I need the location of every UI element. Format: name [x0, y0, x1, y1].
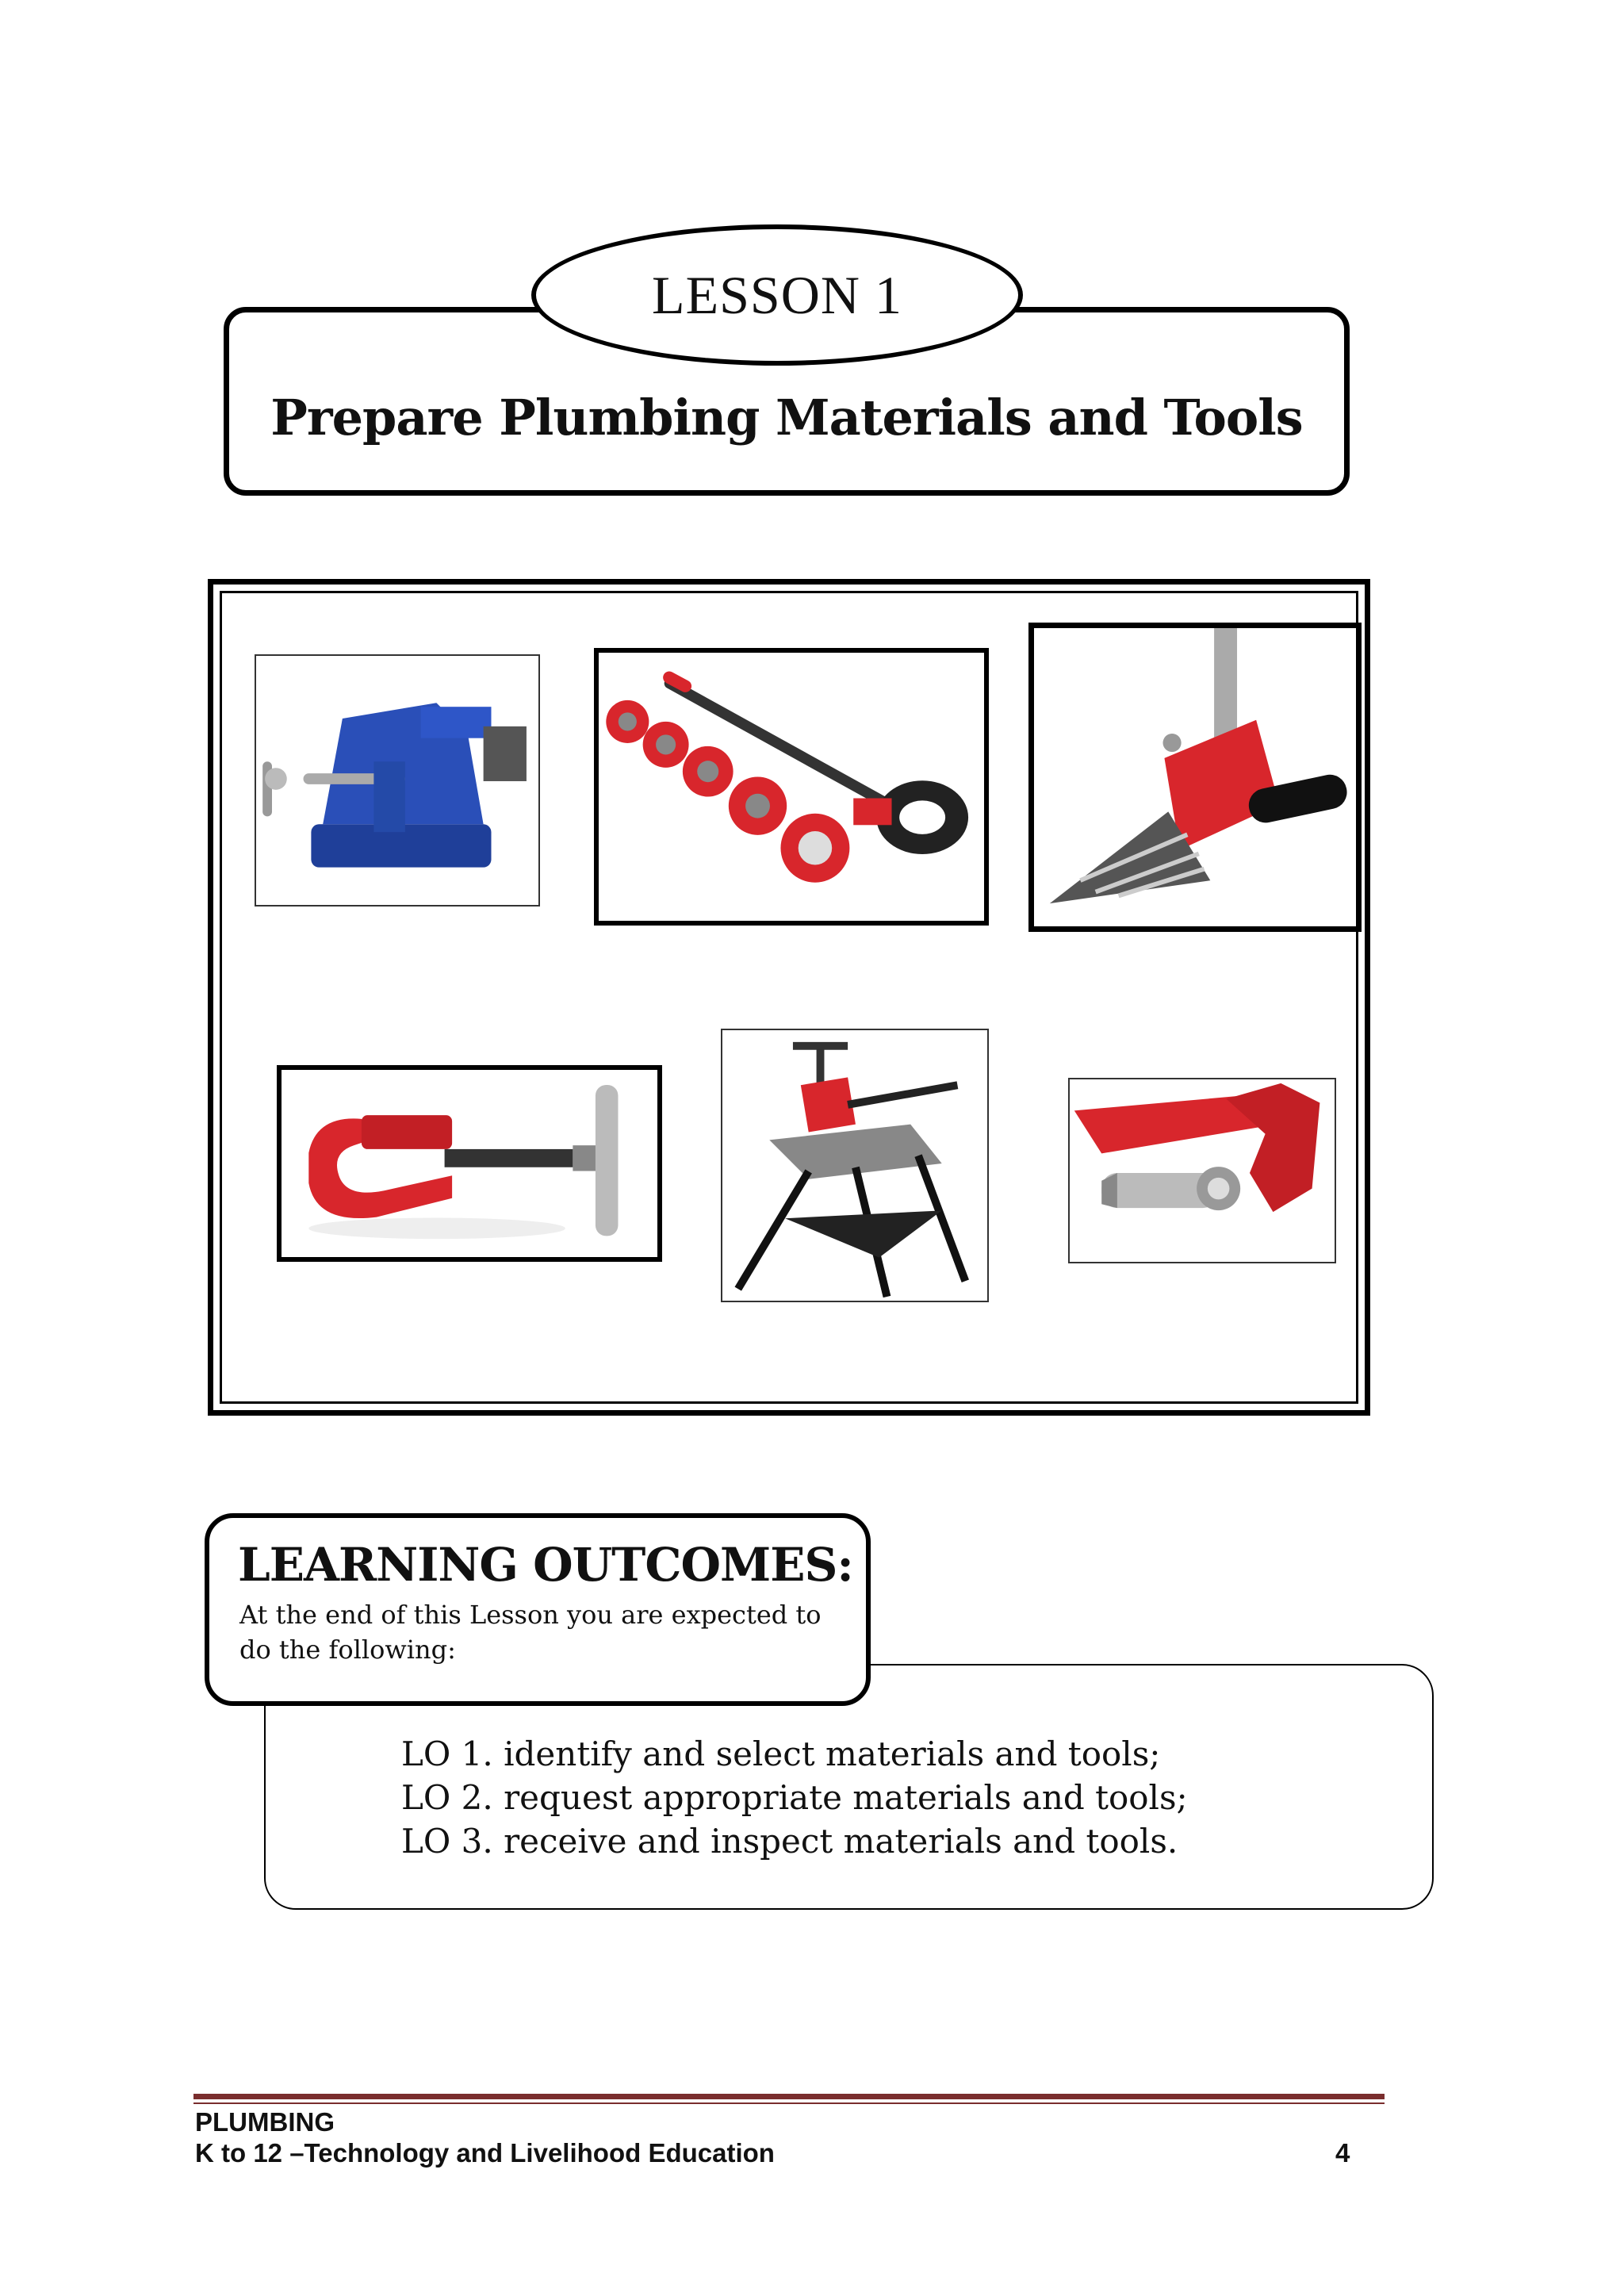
pipe-vise-stand-icon [721, 1029, 989, 1302]
lesson-label: LESSON 1 [531, 224, 1023, 366]
learning-outcome-item: LO 2. request appropriate materials and tools; [401, 1778, 1188, 1817]
pipe-threader-set-icon [594, 648, 989, 926]
learning-outcome-item: LO 3. receive and inspect materials and tools. [401, 1822, 1178, 1861]
learning-outcome-item: LO 1. identify and select materials and tools; [401, 1734, 1161, 1773]
footer-divider [193, 2094, 1385, 2099]
pipe-cutter-icon [277, 1065, 662, 1262]
learning-outcomes-list [401, 1732, 1188, 1863]
footer-curriculum: K to 12 –Technology and Livelihood Education [195, 2138, 775, 2168]
page-number: 4 [1335, 2138, 1350, 2168]
footer-divider-thin [193, 2102, 1385, 2104]
pipe-wrench-icon [1068, 1078, 1336, 1263]
tools-image-frame [208, 579, 1370, 1416]
learning-outcomes-header [205, 1513, 871, 1706]
pipe-reamer-icon [1028, 623, 1362, 932]
learning-outcomes-heading: LEARNING OUTCOMES: [238, 1538, 853, 1592]
lesson-title: Prepare Plumbing Materials and Tools [270, 389, 1303, 447]
footer-subject: PLUMBING [195, 2107, 335, 2137]
learning-outcomes-intro: At the end of this Lesson you are expected to do the following: [239, 1600, 822, 1665]
bench-vise-icon [255, 654, 540, 907]
